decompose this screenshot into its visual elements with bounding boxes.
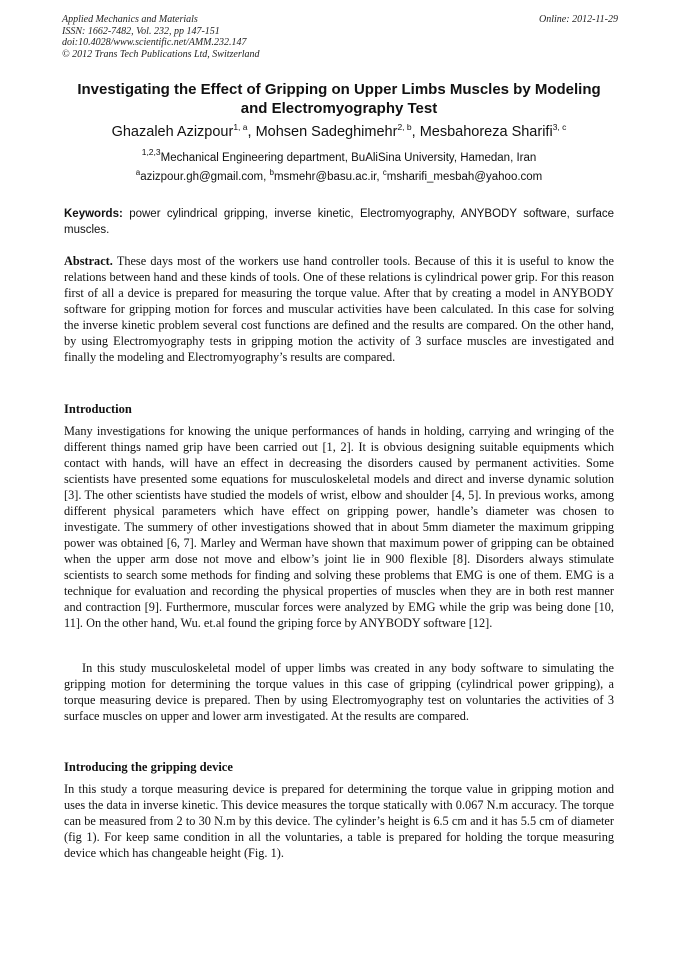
- keywords-label: Keywords:: [64, 208, 123, 220]
- email-mark: b: [269, 168, 274, 177]
- email-link: msharifi_mesbah@yahoo.com: [386, 171, 543, 183]
- introduction-paragraph-2: [64, 660, 614, 724]
- keywords-block: [64, 206, 614, 238]
- gripping-device-paragraph: In this study a torque measuring device is prepared for determining the torque value in gripping motion and uses the data in inverse kinetic. This device measures the torque statically with 0.067 N.m accuracy. The torque can be measured from 2 to 30 N.m by this device. The cylinder’s height is 6.5 cm and it has 5.5 cm of diameter (fig 1). For keep same condition in all the voluntaries, a table is prepared for holding the torque measuring device which has changeable height (Fig. 1).: [64, 782, 614, 860]
- online-date: Online: 2012-11-29: [539, 14, 618, 25]
- email-link: azizpour.gh@gmail.com,: [140, 171, 270, 183]
- abstract-paragraph: [64, 253, 614, 365]
- abstract-text: These days most of the workers use hand controller tools. Because of this it is useful to know the relations between hand and these kinds of tools. One of these relations is cylindrical power grip. For this reason first of all a device is prepared for measuring the torque value. After that by creating a model in ANYBODY software for gripping motion for forces and muscular activities have been calculated. In this case for solving the inverse kinetic problem several cost functions are defined and the results are compared. On the other hand, by using Electromyography tests in gripping motion the activity of 3 surface muscles are investigated and finally the modeling and Electromyography’s results are compared.: [64, 254, 614, 364]
- email-list: [64, 168, 614, 183]
- email-mark: a: [135, 168, 141, 177]
- journal-header: [62, 14, 618, 60]
- doi-line: doi:10.4028/www.scientific.net/AMM.232.147: [62, 37, 247, 48]
- email-link: msmehr@basu.ac.ir,: [273, 171, 383, 183]
- introduction-paragraph-1: Many investigations for knowing the unique performances of hands in holding, carrying and wringing of the different things named grip have been carried out [1, 2]. It is obvious designing suitable equipments which contact with hands, will have an effect in decreasing the disorders caused by permanent activities. Some scientists have presented some equations for musculoskeletal models and direct and inverse dynamic solution [3]. The other scientists have studied the models of wrist, elbow and shoulder [4, 5]. In previous works, among different physical parameters which have effect on gripping power, handle’s diameter was chosen to investigate. The summery of other investigations showed that in about 5mm diameter the maximum gripping power was obtained [6, 7]. Marley and Werman have shown that maximum power of gripping can be obtained when the upper arm dose not move and elbow’s joint lie in 900 flexible [8]. Disorders always stimulate scientists to search some methods for finding and solving these problems that EMG is one of them. EMG is a technique for evaluation and recording the physical properties of muscles when they are in both rest manner and contraction [9]. Furthermore, muscular forces were analyzed by EMG while the grip was being done [10, 11]. On the other hand, Wu. et.al found the griping force by ANYBODY software [12].: [64, 424, 614, 630]
- author-affil-mark: 2, b: [397, 122, 412, 132]
- author-affil-mark: 1, a: [233, 122, 248, 132]
- section-heading-introduction: Introduction: [64, 402, 132, 416]
- keywords-text: power cylindrical gripping, inverse kinetic, Electromyography, ANYBODY software, surface muscles.: [64, 208, 614, 236]
- affiliation: [64, 147, 614, 164]
- author-name: Mesbahoreza Sharifi: [419, 124, 553, 140]
- issn-line: ISSN: 1662-7482, Vol. 232, pp 147-151: [62, 25, 220, 37]
- author-list: Ghazaleh Azizpour$^{1, a}$, Mohsen Sadeghimehr$^{2, b}$, Mesbahoreza Sharifi$^{3, c}$: [111, 122, 567, 140]
- abstract-label: Abstract.: [64, 254, 113, 268]
- author-affil-mark: 3, c: [552, 122, 567, 132]
- paper-title: Investigating the Effect of Gripping on Upper Limbs Muscles by Modeling and Electromyography Test: [77, 81, 601, 117]
- copyright-line: © 2012 Trans Tech Publications Ltd, Switzerland: [62, 48, 260, 60]
- affiliation-text: Mechanical Engineering department, BuAliSina University, Hamedan, Iran: [160, 152, 537, 164]
- author-name: Mohsen Sadeghimehr: [255, 124, 398, 140]
- journal-name: Applied Mechanics and Materials: [62, 14, 198, 25]
- introduction-paragraph-2-text: In this study musculoskeletal model of upper limbs was created in any body software to simulating the gripping motion for determining the torque values in this case of gripping (cylindrical power gripping), a torque measuring device is prepared. Then by using Electromyography test on voluntaries the activities of 3 surface muscles on upper and lower arm investigated. At the results are compared.: [64, 661, 614, 723]
- affiliation-mark: 1,2,3: [141, 147, 161, 157]
- section-heading-gripping-device: Introducing the gripping device: [64, 760, 233, 774]
- email-mark: c: [382, 168, 387, 177]
- author-name: Ghazaleh Azizpour: [111, 124, 234, 140]
